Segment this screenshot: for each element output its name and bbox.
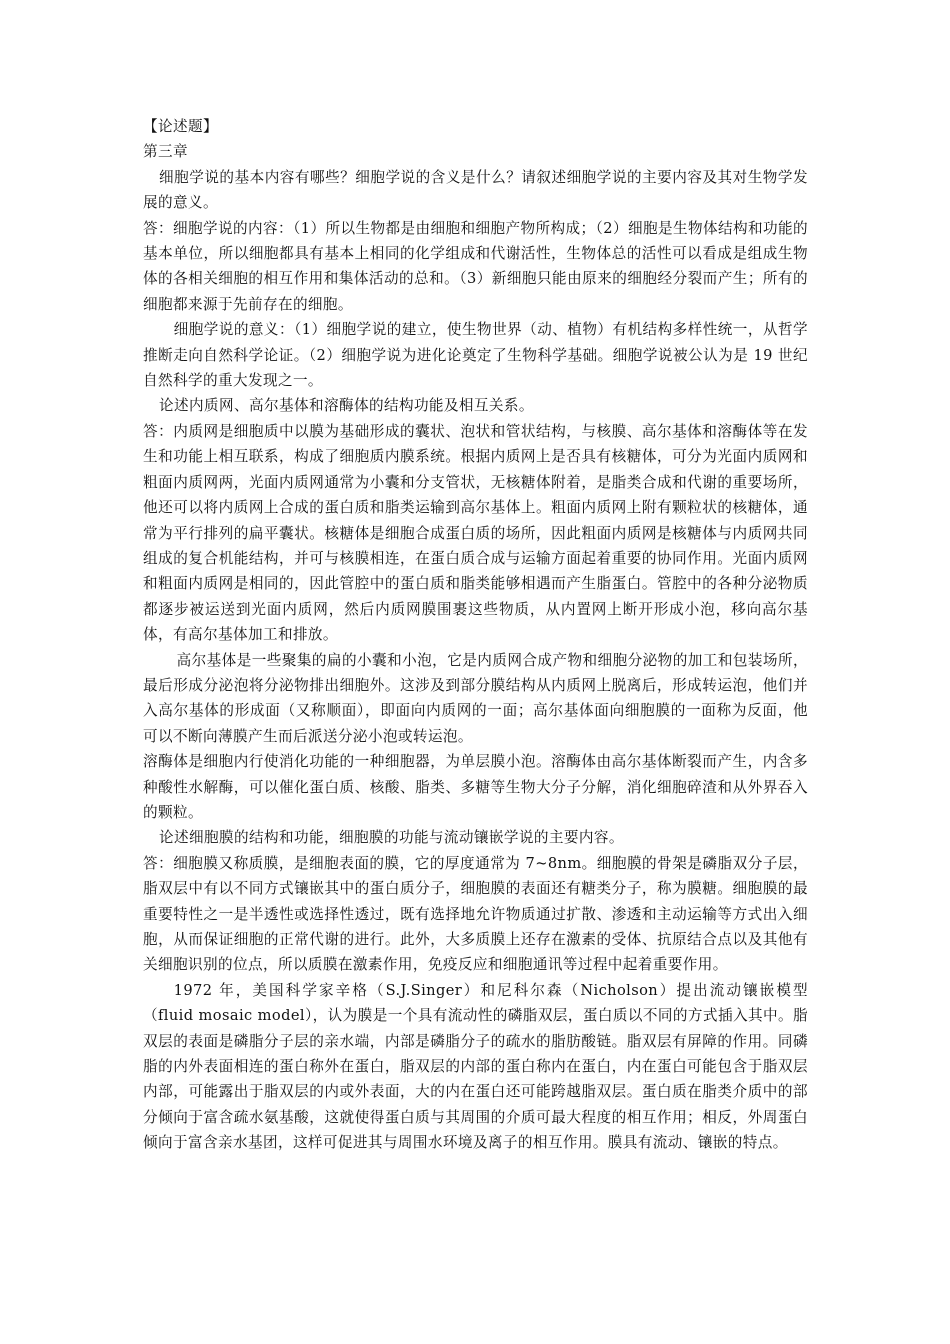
answer-1-content: 答：细胞学说的内容：（1）所以生物都是由细胞和细胞产物所构成；（2）细胞是生物体结构和功能的基本单位，所以细胞都具有基本上相同的化学组成和代谢活性，生物体总的活性可以看成是组成生物体的各相关细胞的相互作用和集体活动的总和。（3）新细胞只能由原来的细胞经分裂而产生；所有的细胞都来源于先前存在的细胞。 (143, 219, 808, 313)
answer-3-fluid-mosaic: 1972 年，美国科学家辛格（S.J.Singer）和尼科尔森（Nicholson）提出流动镶嵌模型（fluid mosaic model），认为膜是一个具有流动性的磷脂双层，蛋白质以不同的方式插入其中。脂双层的表面是磷脂分子层的亲水端，内部是磷脂分子的疏水的脂肪酸链。脂双层有屏障的作用。同磷脂的内外表面相连的蛋白称外在蛋白，脂双层的内部的蛋白称内在蛋白，内在蛋白可能包含于脂双层内部，可能露出于脂双层的内或外表面，大的内在蛋白还可能跨越脂双层。蛋白质在脂类介质中的部分倾向于富含疏水氨基酸，这就使得蛋白质与其周围的介质可最大程度的相互作用；相反，外周蛋白倾向于富含亲水基团，这样可促进其与周围水环境及离子的相互作用。膜具有流动、镶嵌的特点。 (143, 981, 808, 1152)
question-1: 细胞学说的基本内容有哪些？细胞学说的含义是什么？请叙述细胞学说的主要内容及其对生物学发展的意义。 (143, 168, 808, 212)
section-heading: 【论述题】 (143, 118, 218, 135)
answer-2-er: 答：内质网是细胞质中以膜为基础形成的囊状、泡状和管状结构，与核膜、高尔基体和溶酶体等在发生和功能上相互联系，构成了细胞质内膜系统。根据内质网上是否具有核糖体，可分为光面内质网和粗面内质网两，光面内质网通常为小囊和分支管状，无核糖体附着，是脂类合成和代谢的重要场所，他还可以将内质网上合成的蛋白质和脂类运输到高尔基体上。粗面内质网上附有颗粒状的核糖体，通常为平行排列的扁平囊状。核糖体是细胞合成蛋白质的场所，因此粗面内质网是核糖体与内质网共同组成的复合机能结构，并可与核膜相连，在蛋白质合成与运输方面起着重要的协同作用。光面内质网和粗面内质网是相同的，因此管腔中的蛋白质和脂类能够相遇而产生脂蛋白。管腔中的各种分泌物质都逐步被运送到光面内质网，然后内质网膜围裹这些物质，从内置网上断开形成小泡，移向高尔基体，有高尔基体加工和排放。 (143, 422, 808, 644)
question-2: 论述内质网、高尔基体和溶酶体的结构功能及相互关系。 (159, 397, 534, 415)
answer-1-significance: 细胞学说的意义：（1）细胞学说的建立，使生物世界（动、植物）有机结构多样性统一，从哲学推断走向自然科学论证。（2）细胞学说为进化论奠定了生物科学基础。细胞学说被公认为是 19 世纪自然科学的重大发现之一。 (143, 321, 808, 390)
answer-2-lysosome: 溶酶体是细胞内行使消化功能的一种细胞器，为单层膜小泡。溶酶体由高尔基体断裂而产生，内含多种酸性水解酶，可以催化蛋白质、核酸、脂类、多糖等生物大分子分解，消化细胞碎渣和从外界吞入的颗粒。 (143, 753, 808, 821)
document-page (143, 114, 808, 1156)
answer-3-membrane: 答：细胞膜又称质膜，是细胞表面的膜，它的厚度通常为 7~8nm。细胞膜的骨架是磷脂双分子层，脂双层中有以不同方式镶嵌其中的蛋白质分子，细胞膜的表面还有糖类分子，称为膜糖。细胞膜的最重要特性之一是半透性或选择性透过，既有选择地允许物质通过扩散、渗透和主动运输等方式出入细胞，从而保证细胞的正常代谢的进行。此外，大多质膜上还存在激素的受体、抗原结合点以及其他有关细胞识别的位点，所以质膜在激素作用，免疫反应和细胞通讯等过程中起着重要作用。 (143, 854, 808, 974)
chapter-title: 第三章 (143, 143, 188, 161)
answer-2-golgi: 高尔基体是一些聚集的扁的小囊和小泡，它是内质网合成产物和细胞分泌物的加工和包装场所，最后形成分泌泡将分泌物排出细胞外。这涉及到部分膜结构从内质网上脱离后，形成转运泡，他们并入高尔基体的形成面（又称顺面），即面向内质网的一面；高尔基体面向细胞膜的一面称为反面，他可以不断向薄膜产生而后派送分泌小泡或转运泡。 (143, 651, 808, 745)
question-3: 论述细胞膜的结构和功能，细胞膜的功能与流动镶嵌学说的主要内容。 (159, 829, 624, 847)
